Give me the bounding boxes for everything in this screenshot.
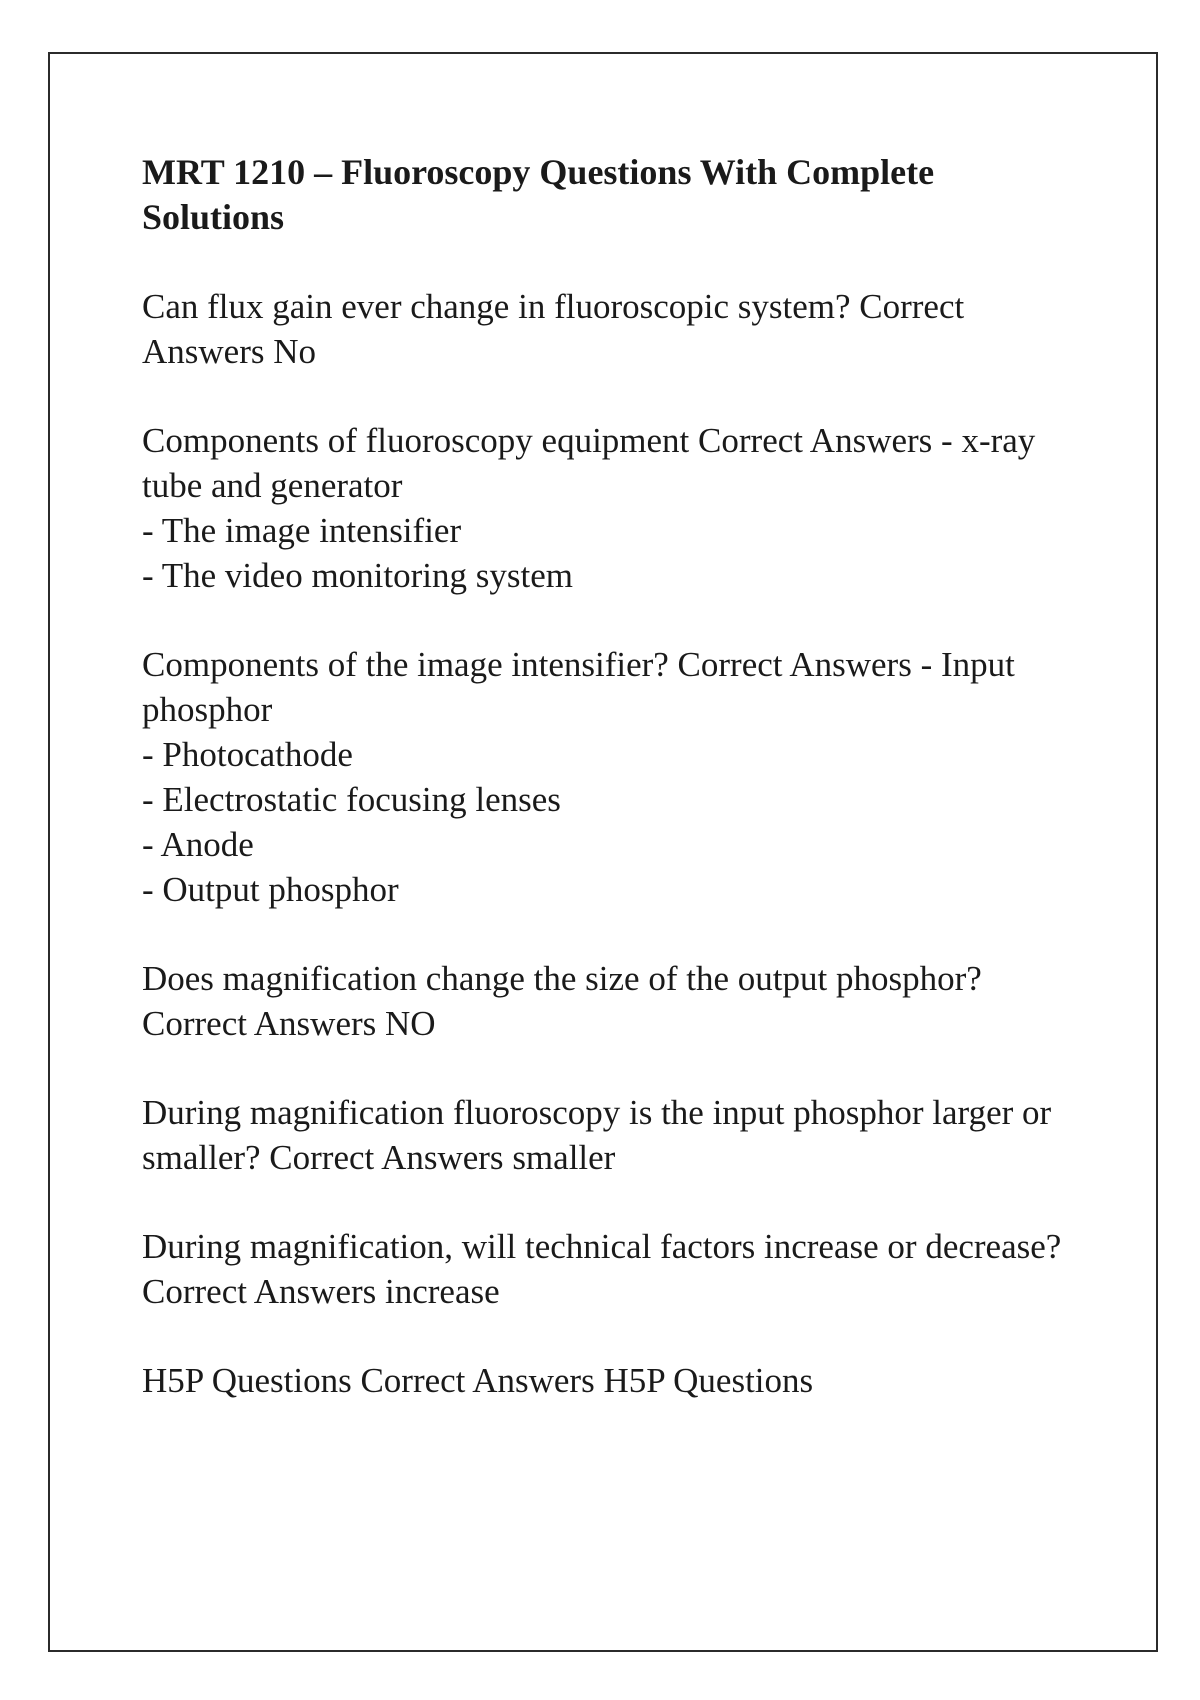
answer-list-item: - Electrostatic focusing lenses xyxy=(142,780,561,819)
answer-list-item: - Anode xyxy=(142,825,254,864)
question-text: During magnification, will technical factors increase or decrease? Correct Answers xyxy=(142,1227,1062,1311)
question-text: H5P Questions Correct Answers xyxy=(142,1361,604,1400)
question-text: Does magnification change the size of the output phosphor? Correct Answers xyxy=(142,959,982,1043)
answer-list-item: - Photocathode xyxy=(142,735,353,774)
qa-item xyxy=(142,1358,1082,1403)
answer-list-item: - The image intensifier xyxy=(142,511,462,550)
answer-text: H5P Questions xyxy=(603,1361,814,1400)
document-title: MRT 1210 – Fluoroscopy Questions With Complete Solutions xyxy=(142,152,935,237)
qa-item xyxy=(142,418,1082,598)
answer-text: - x-ray tube and generator xyxy=(142,421,1036,505)
qa-item xyxy=(142,284,1082,374)
question-text: Can flux gain ever change in fluoroscopic system? Correct Answers xyxy=(142,287,965,371)
answer-text: smaller xyxy=(512,1138,616,1177)
document-body xyxy=(142,150,1082,1447)
answer-list-item: - Output phosphor xyxy=(142,870,399,909)
qa-item xyxy=(142,1090,1082,1180)
answer-text: NO xyxy=(385,1004,436,1043)
question-text: Components of the image intensifier? Correct Answers xyxy=(142,645,921,684)
question-text: During magnification fluoroscopy is the input phosphor larger or smaller? Correct Answers xyxy=(142,1093,1052,1177)
qa-item xyxy=(142,1224,1082,1314)
qa-item xyxy=(142,642,1082,912)
question-text: Components of fluoroscopy equipment Correct Answers xyxy=(142,421,942,460)
answer-text: No xyxy=(273,332,317,371)
answer-text: increase xyxy=(385,1272,500,1311)
qa-item xyxy=(142,956,1082,1046)
answer-list-item: - The video monitoring system xyxy=(142,556,573,595)
answer-text: - Input phosphor xyxy=(142,645,1015,729)
